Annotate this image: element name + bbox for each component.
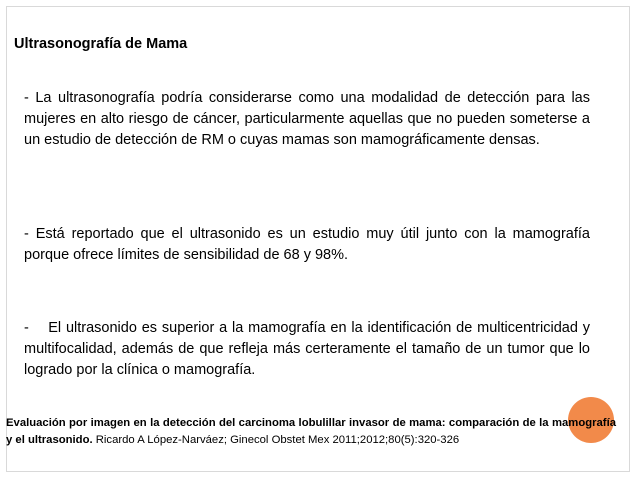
citation — [6, 415, 616, 449]
citation-details: Ricardo A López-Narváez; Ginecol Obstet Mex 2011;2012;80(5):320-326 — [92, 434, 460, 446]
slide-title: Ultrasonografía de Mama — [14, 36, 188, 52]
paragraph-detection: - La ultrasonografía podría considerarse como una modalidad de detección para las mujeres en alto riesgo de cáncer, particularmente aquellas que no pueden someterse a un estudio de detección de RM o cuyas mamas son mamográficamente densas. — [24, 90, 590, 148]
paragraph-sensitivity: - Está reportado que el ultrasonido es un estudio muy útil junto con la mamografía porque ofrece límites de sensibilidad de 68 y 98%. — [24, 226, 590, 263]
citation-title: Evaluación por imagen en la detección del carcinoma lobulillar invasor de mama: comparación de la mamografía y el ultrasonido. — [6, 417, 616, 446]
paragraph-superiority: - El ultrasonido es superior a la mamografía en la identificación de multicentricidad y multifocalidad, además de que refleja más certeramente el tamaño de un tumor que lo logrado por la clínica o mamografía. — [24, 320, 590, 378]
